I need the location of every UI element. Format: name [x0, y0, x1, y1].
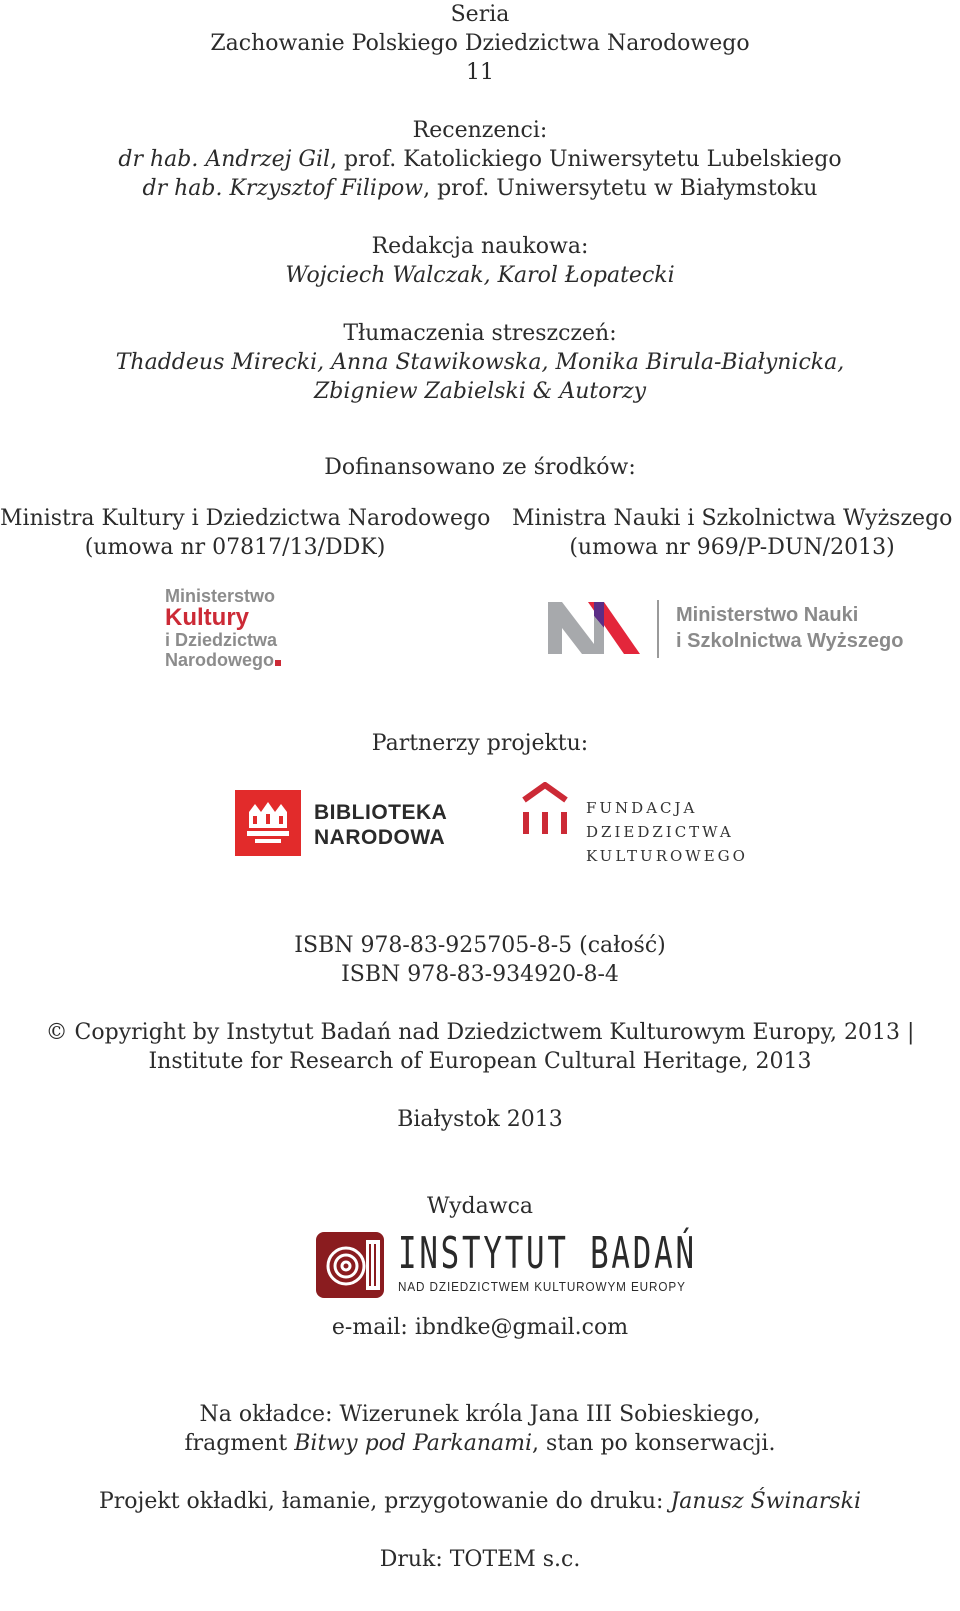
mnisw-logo-text — [676, 602, 903, 654]
translations-heading: Tłumaczenia streszczeń: — [343, 321, 617, 346]
translators-line-1: Thaddeus Mirecki, Anna Stawikowska, Monika Birula-Białynicka, — [115, 350, 845, 375]
instytut-badan-subtitle: NAD DZIEDZICTWEM KULTUROWYM EUROPY — [398, 1279, 686, 1294]
mnisw-logo-line-1: Ministerstwo Nauki — [676, 604, 859, 626]
mkidn-logo-line-4-text: Narodowego — [165, 650, 275, 670]
reviewer-1 — [0, 145, 960, 174]
instytut-badan-title: INSTYTUT BADAŃ — [398, 1228, 697, 1279]
funding-left — [0, 504, 491, 562]
publisher-email: e-mail: ibndke@gmail.com — [331, 1315, 629, 1340]
designer-name: Janusz Świnarski — [670, 1489, 861, 1514]
isbn-line-2: ISBN 978-83-934920-8-4 — [341, 962, 619, 987]
fdk-line-1: FUNDACJA — [586, 799, 698, 817]
design-label: Projekt okładki, łamanie, przygotowanie do druku: — [98, 1489, 671, 1514]
partners-heading: Partnerzy projektu: — [371, 731, 589, 756]
fundacja-text — [586, 796, 748, 868]
fundacja-house-icon — [520, 782, 570, 838]
mkidn-logo-dot — [275, 660, 281, 666]
fdk-line-3: KULTUROWEGO — [586, 847, 748, 865]
reviewer-2 — [0, 174, 960, 203]
reviewer-1-affiliation: , prof. Katolickiego Uniwersytetu Lubelskiego — [330, 147, 842, 172]
bn-line-1: BIBLIOTEKA — [314, 801, 448, 824]
fdk-line-2: DZIEDZICTWA — [586, 823, 734, 841]
editors-names: Wojciech Walczak, Karol Łopatecki — [285, 263, 675, 288]
cover-line-2-post: , stan po konserwacji. — [532, 1431, 776, 1456]
copyright-line-2: Institute for Research of European Cultural Heritage, 2013 — [148, 1049, 812, 1074]
funding-heading: Dofinansowano ze środków: — [324, 455, 636, 480]
cover-artwork-title: Bitwy pod Parkanami — [294, 1431, 533, 1456]
reviewer-2-affiliation: , prof. Uniwersytetu w Białymstoku — [423, 176, 818, 201]
series-name: Zachowanie Polskiego Dziedzictwa Narodowego — [210, 31, 750, 56]
funding-right-line-2: (umowa nr 969/P-DUN/2013) — [569, 535, 895, 560]
reviewers-heading: Recenzenci: — [412, 118, 548, 143]
print-credit: Druk: TOTEM s.c. — [379, 1547, 581, 1572]
funding-right-line-1: Ministra Nauki i Szkolnictwa Wyższego — [512, 506, 953, 531]
design-credit — [0, 1487, 960, 1516]
mkidn-logo-line-3: i Dziedzictwa — [165, 630, 278, 650]
isbn-line-1: ISBN 978-83-925705-8-5 (całość) — [294, 933, 666, 958]
biblioteka-narodowa-text — [314, 800, 447, 850]
cover-line-1: Na okładce: Wizerunek króla Jana III Sobieskiego, — [199, 1402, 761, 1427]
editors-heading: Redakcja naukowa: — [371, 234, 589, 259]
mkidn-logo-line-2: Kultury — [165, 604, 249, 631]
biblioteka-narodowa-crown-icon — [235, 790, 301, 856]
mnisw-logo-icon — [548, 602, 642, 654]
mkidn-logo — [165, 586, 325, 670]
place-year: Białystok 2013 — [397, 1107, 563, 1132]
mkidn-logo-line-1: Ministerstwo — [165, 586, 276, 606]
mnisw-logo-line-2: i Szkolnictwa Wyższego — [676, 630, 904, 652]
reviewer-2-name: dr hab. Krzysztof Filipow — [142, 176, 424, 201]
reviewer-1-name: dr hab. Andrzej Gil — [118, 147, 331, 172]
cover-line-2 — [0, 1429, 960, 1458]
publisher-heading: Wydawca — [426, 1194, 534, 1219]
bn-line-2: NARODOWA — [314, 826, 446, 849]
mkidn-logo-line-4 — [165, 650, 325, 670]
mnisw-logo-divider — [657, 600, 659, 658]
instytut-badan-logo-icon — [316, 1232, 384, 1298]
series-number: 11 — [466, 60, 494, 85]
translators-line-2: Zbigniew Zabielski & Autorzy — [313, 379, 647, 404]
funding-left-line-2: (umowa nr 07817/13/DDK) — [84, 535, 386, 560]
copyright-line-1: © Copyright by Instytut Badań nad Dziedzictwem Kulturowym Europy, 2013 | — [45, 1020, 915, 1045]
cover-line-2-pre: fragment — [184, 1431, 295, 1456]
funding-left-line-1: Ministra Kultury i Dziedzictwa Narodowego — [0, 506, 491, 531]
funding-right — [512, 504, 952, 562]
series-label: Seria — [450, 2, 510, 27]
